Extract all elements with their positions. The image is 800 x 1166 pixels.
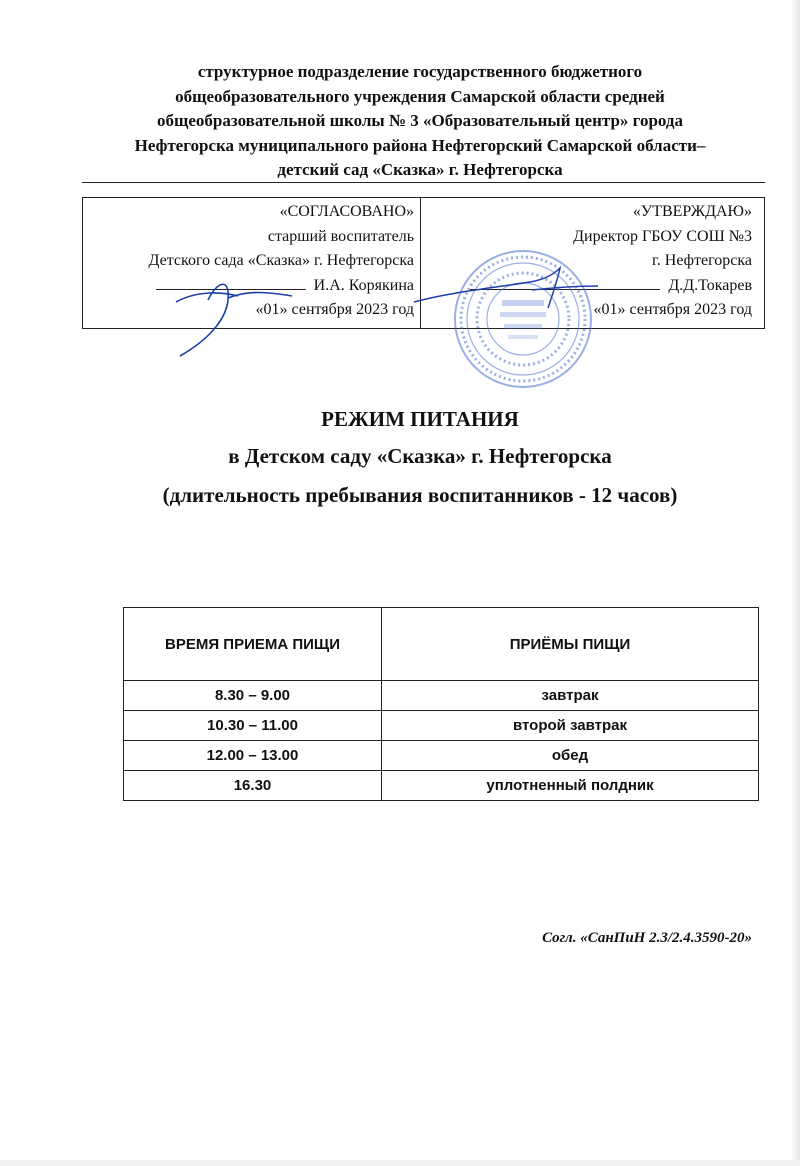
meal-time: 10.30 – 11.00 [124,711,382,741]
meal-time: 16.30 [124,771,382,801]
meal-name: уплотненный полдник [382,771,759,801]
meal-time: 12.00 – 13.00 [124,741,382,771]
approved-position: Директор ГБОУ СОШ №3 [573,227,752,245]
header-line: структурное подразделение государственного бюджетного [197,62,643,81]
agreed-date: «01» сентября 2023 год [255,301,414,318]
organization-header [70,60,770,183]
document-duration-note: (длительность пребывания воспитанников - 12 часов) [162,483,678,507]
column-header-time: ВРЕМЯ ПРИЕМА ПИЩИ [124,608,382,681]
agreed-position: старший воспитатель [267,227,414,245]
header-line: Нефтегорска муниципального района Нефтегорский Самарской области– [134,135,706,155]
column-header-meal: ПРИЁМЫ ПИЩИ [382,608,759,681]
header-line: общеобразовательной школы № 3 «Образовательный центр» города [156,111,684,130]
meal-name: второй завтрак [382,711,759,741]
header-divider [82,182,765,183]
scan-edge [792,0,800,1166]
scan-bottom-edge [0,1160,800,1166]
meal-name: обед [382,741,759,771]
table-row [124,681,759,711]
document-title-block [60,402,780,514]
agreed-heading: «СОГЛАСОВАНО» [279,203,414,220]
approved-signature-scribble [412,262,602,317]
header-line: детский сад «Сказка» г. Нефтегорска [277,160,563,179]
agreed-signature-scribble [168,270,298,360]
document-subtitle: в Детском саду «Сказка» г. Нефтегорска [228,444,612,468]
meal-schedule-table [123,607,759,801]
header-line: общеобразовательного учреждения Самарской области средней [175,86,665,106]
agreed-org: Детского сада «Сказка» г. Нефтегорска [148,252,414,269]
document-title: РЕЖИМ ПИТАНИЯ [321,407,519,431]
meal-name: завтрак [382,681,759,711]
agreed-name: И.А. Корякина [313,276,414,294]
table-row [124,741,759,771]
table-header-row [124,608,759,681]
approved-date: «01» сентября 2023 год [593,301,752,318]
approved-heading: «УТВЕРЖДАЮ» [632,203,752,220]
approved-name: Д.Д.Токарев [668,276,752,294]
sanpin-reference: Согл. «СанПиН 2.3/2.4.3590-20» [542,930,752,946]
approved-org: г. Нефтегорска [652,252,752,269]
table-row [124,771,759,801]
meal-time: 8.30 – 9.00 [124,681,382,711]
table-row [124,711,759,741]
